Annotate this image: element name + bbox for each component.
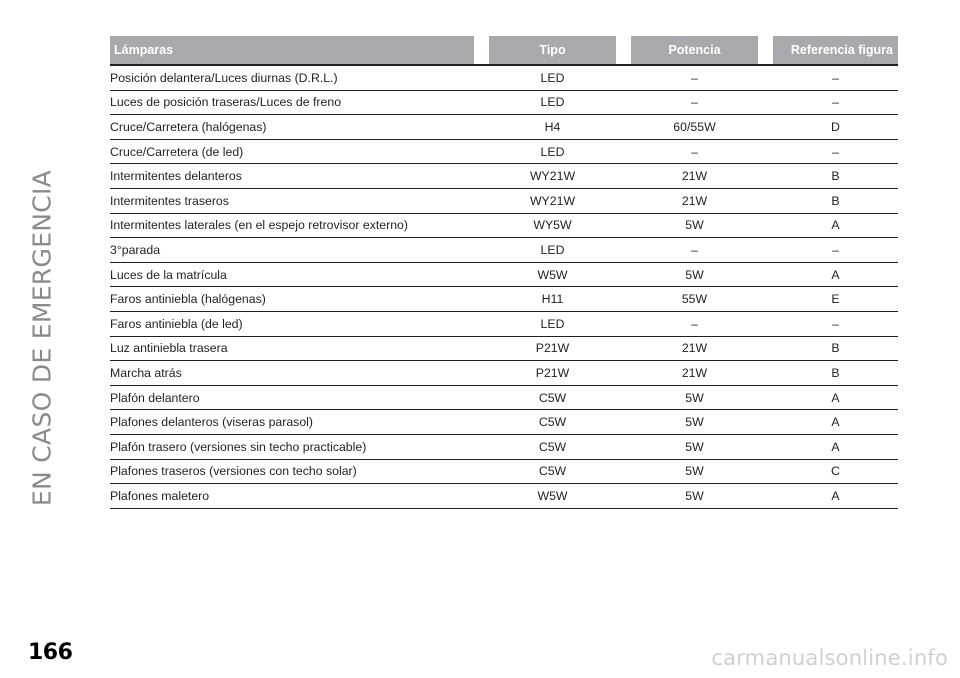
cell-gap xyxy=(758,164,773,189)
lamp-type-cell: P21W xyxy=(489,361,616,386)
cell-gap xyxy=(474,164,489,189)
table-row xyxy=(110,238,898,263)
lamp-power-cell: 21W xyxy=(631,164,758,189)
lamp-power-cell: 5W xyxy=(631,459,758,484)
lamp-type-cell: C5W xyxy=(489,434,616,459)
table-row xyxy=(110,311,898,336)
cell-gap xyxy=(616,115,631,140)
lamp-name-cell: Intermitentes delanteros xyxy=(110,164,474,189)
cell-gap xyxy=(616,361,631,386)
cell-gap xyxy=(758,213,773,238)
table-row xyxy=(110,213,898,238)
cell-gap xyxy=(474,361,489,386)
lamp-power-cell: – xyxy=(631,311,758,336)
cell-gap xyxy=(474,287,489,312)
lamp-reference-cell: D xyxy=(773,115,898,140)
cell-gap xyxy=(758,139,773,164)
lamp-type-cell: WY21W xyxy=(489,188,616,213)
table-row xyxy=(110,188,898,213)
table-row xyxy=(110,287,898,312)
lamp-name-cell: Faros antiniebla (de led) xyxy=(110,311,474,336)
lamp-power-cell: 55W xyxy=(631,287,758,312)
lamp-reference-cell: A xyxy=(773,213,898,238)
cell-gap xyxy=(758,90,773,115)
lamp-type-cell: W5W xyxy=(489,262,616,287)
header-reference: Referencia figura xyxy=(773,36,898,65)
lamp-reference-cell: A xyxy=(773,385,898,410)
header-gap xyxy=(616,36,631,65)
lamp-power-cell: 21W xyxy=(631,361,758,386)
cell-gap xyxy=(616,188,631,213)
lamp-table-body xyxy=(110,65,898,508)
lamp-reference-cell: – xyxy=(773,311,898,336)
lamp-power-cell: 5W xyxy=(631,410,758,435)
cell-gap xyxy=(616,484,631,509)
lamp-power-cell: 60/55W xyxy=(631,115,758,140)
cell-gap xyxy=(474,311,489,336)
table-row xyxy=(110,262,898,287)
lamp-name-cell: Luces de la matrícula xyxy=(110,262,474,287)
lamp-reference-cell: B xyxy=(773,336,898,361)
lamp-name-cell: Plafones maletero xyxy=(110,484,474,509)
cell-gap xyxy=(474,115,489,140)
cell-gap xyxy=(616,90,631,115)
table-row xyxy=(110,336,898,361)
cell-gap xyxy=(474,459,489,484)
lamp-name-cell: Faros antiniebla (halógenas) xyxy=(110,287,474,312)
lamp-reference-cell: A xyxy=(773,262,898,287)
table-header-row xyxy=(110,36,898,65)
lamp-reference-cell: B xyxy=(773,164,898,189)
lamp-name-cell: Intermitentes laterales (en el espejo retrovisor externo) xyxy=(110,213,474,238)
lamp-name-cell: Cruce/Carretera (halógenas) xyxy=(110,115,474,140)
lamp-power-cell: 5W xyxy=(631,385,758,410)
table-row xyxy=(110,90,898,115)
cell-gap xyxy=(616,336,631,361)
lamp-power-cell: 5W xyxy=(631,213,758,238)
cell-gap xyxy=(758,65,773,90)
cell-gap xyxy=(758,336,773,361)
lamp-name-cell: Luces de posición traseras/Luces de freno xyxy=(110,90,474,115)
header-gap xyxy=(474,36,489,65)
lamp-type-cell: C5W xyxy=(489,385,616,410)
lamp-name-cell: 3°parada xyxy=(110,238,474,263)
lamp-type-cell: C5W xyxy=(489,459,616,484)
table-row xyxy=(110,385,898,410)
table-row xyxy=(110,484,898,509)
table-row xyxy=(110,410,898,435)
lamp-reference-cell: – xyxy=(773,65,898,90)
table-row xyxy=(110,459,898,484)
lamp-reference-cell: A xyxy=(773,410,898,435)
lamp-power-cell: – xyxy=(631,90,758,115)
lamp-name-cell: Posición delantera/Luces diurnas (D.R.L.) xyxy=(110,65,474,90)
table-row xyxy=(110,434,898,459)
lamp-power-cell: 5W xyxy=(631,484,758,509)
lamp-name-cell: Plafón delantero xyxy=(110,385,474,410)
lamp-name-cell: Plafones traseros (versiones con techo solar) xyxy=(110,459,474,484)
header-lamp: Lámparas xyxy=(110,36,474,65)
lamp-name-cell: Plafones delanteros (viseras parasol) xyxy=(110,410,474,435)
cell-gap xyxy=(758,115,773,140)
table-row xyxy=(110,139,898,164)
cell-gap xyxy=(758,287,773,312)
lamp-name-cell: Plafón trasero (versiones sin techo practicable) xyxy=(110,434,474,459)
cell-gap xyxy=(616,385,631,410)
cell-gap xyxy=(616,287,631,312)
cell-gap xyxy=(758,434,773,459)
lamp-power-cell: – xyxy=(631,65,758,90)
lamp-name-cell: Marcha atrás xyxy=(110,361,474,386)
cell-gap xyxy=(474,336,489,361)
table-row xyxy=(110,164,898,189)
side-section-title-text: EN CASO DE EMERGENCIA xyxy=(27,169,57,507)
cell-gap xyxy=(616,459,631,484)
cell-gap xyxy=(474,65,489,90)
cell-gap xyxy=(474,434,489,459)
lamp-type-cell: LED xyxy=(489,90,616,115)
cell-gap xyxy=(616,139,631,164)
cell-gap xyxy=(616,164,631,189)
lamp-reference-cell: C xyxy=(773,459,898,484)
lamp-reference-cell: – xyxy=(773,139,898,164)
lamp-type-cell: LED xyxy=(489,65,616,90)
lamp-type-cell: W5W xyxy=(489,484,616,509)
cell-gap xyxy=(474,238,489,263)
lamp-type-cell: LED xyxy=(489,238,616,263)
lamp-reference-cell: A xyxy=(773,434,898,459)
table-row xyxy=(110,65,898,90)
table-row xyxy=(110,361,898,386)
watermark: carmanualsonline.info xyxy=(711,646,948,670)
page-number: 166 xyxy=(28,640,73,665)
cell-gap xyxy=(616,262,631,287)
lamp-table xyxy=(110,36,898,509)
lamp-reference-cell: – xyxy=(773,90,898,115)
lamp-reference-cell: B xyxy=(773,361,898,386)
cell-gap xyxy=(758,311,773,336)
cell-gap xyxy=(758,410,773,435)
cell-gap xyxy=(758,361,773,386)
table-row xyxy=(110,115,898,140)
lamp-power-cell: 21W xyxy=(631,188,758,213)
cell-gap xyxy=(474,262,489,287)
header-power: Potencia xyxy=(631,36,758,65)
lamp-type-cell: WY21W xyxy=(489,164,616,189)
cell-gap xyxy=(474,188,489,213)
lamp-type-cell: H11 xyxy=(489,287,616,312)
lamp-name-cell: Cruce/Carretera (de led) xyxy=(110,139,474,164)
cell-gap xyxy=(474,385,489,410)
cell-gap xyxy=(758,238,773,263)
cell-gap xyxy=(474,484,489,509)
lamp-name-cell: Luz antiniebla trasera xyxy=(110,336,474,361)
cell-gap xyxy=(616,311,631,336)
header-type: Tipo xyxy=(489,36,616,65)
cell-gap xyxy=(758,484,773,509)
cell-gap xyxy=(474,213,489,238)
lamp-reference-cell: B xyxy=(773,188,898,213)
cell-gap xyxy=(758,385,773,410)
lamp-reference-cell: – xyxy=(773,238,898,263)
cell-gap xyxy=(758,188,773,213)
lamp-power-cell: 5W xyxy=(631,434,758,459)
lamp-name-cell: Intermitentes traseros xyxy=(110,188,474,213)
cell-gap xyxy=(758,459,773,484)
lamp-power-cell: – xyxy=(631,139,758,164)
lamp-reference-cell: A xyxy=(773,484,898,509)
lamp-power-cell: – xyxy=(631,238,758,263)
cell-gap xyxy=(758,262,773,287)
lamp-type-cell: WY5W xyxy=(489,213,616,238)
cell-gap xyxy=(616,434,631,459)
lamp-power-cell: 5W xyxy=(631,262,758,287)
cell-gap xyxy=(616,213,631,238)
cell-gap xyxy=(616,65,631,90)
cell-gap xyxy=(616,238,631,263)
lamp-type-cell: P21W xyxy=(489,336,616,361)
cell-gap xyxy=(474,90,489,115)
lamp-type-cell: LED xyxy=(489,139,616,164)
header-gap xyxy=(758,36,773,65)
lamp-type-cell: C5W xyxy=(489,410,616,435)
cell-gap xyxy=(474,139,489,164)
cell-gap xyxy=(474,410,489,435)
lamp-type-cell: LED xyxy=(489,311,616,336)
lamp-power-cell: 21W xyxy=(631,336,758,361)
lamp-reference-cell: E xyxy=(773,287,898,312)
cell-gap xyxy=(616,410,631,435)
lamp-type-cell: H4 xyxy=(489,115,616,140)
